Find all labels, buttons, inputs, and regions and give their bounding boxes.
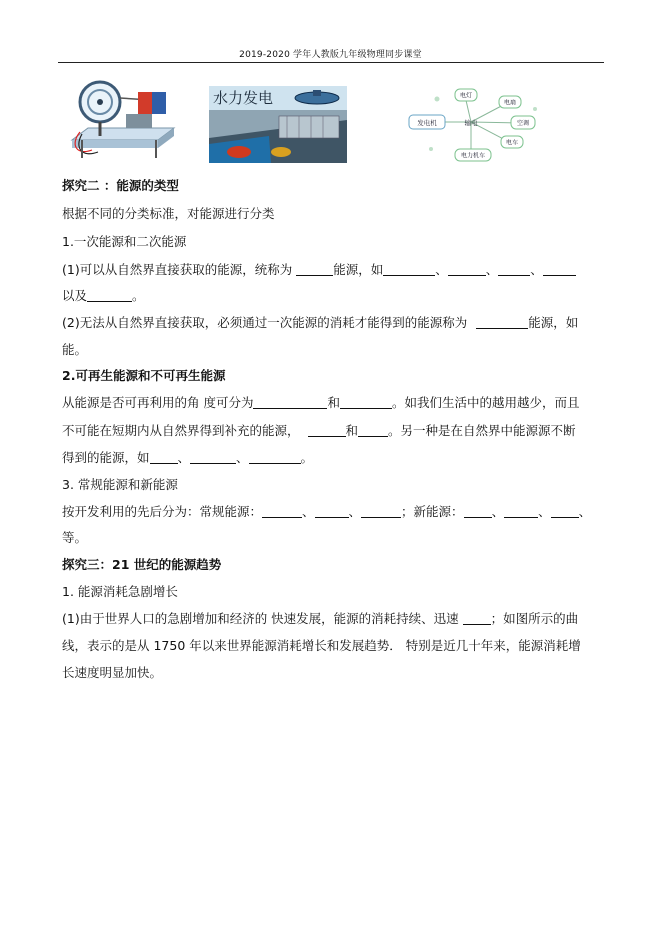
paragraph-renewable-3: 得到的能源，如 、 、 。: [62, 450, 314, 465]
fill-blank[interactable]: [361, 505, 401, 518]
fill-blank[interactable]: [190, 451, 236, 464]
fill-blank[interactable]: [150, 451, 178, 464]
generator-apparatus-image: [66, 78, 178, 160]
fill-blank[interactable]: [476, 316, 528, 329]
fill-blank[interactable]: [463, 612, 491, 625]
hydropower-image: [209, 86, 347, 163]
fill-blank[interactable]: [358, 424, 388, 437]
electricity-mindmap: [407, 85, 547, 163]
paragraph-conventional-new: 按开发利用的先后分为：常规能源： 、 、 ；新能源： 、 、 、: [62, 504, 592, 519]
paragraph-primary-energy-cont: 以及 。: [62, 288, 145, 303]
fill-blank[interactable]: [308, 424, 346, 437]
subheading-primary-secondary: 1.一次能源和二次能源: [62, 234, 187, 249]
fill-blank[interactable]: [315, 505, 349, 518]
fill-blank[interactable]: [253, 396, 327, 409]
fill-blank[interactable]: [296, 263, 333, 276]
paragraph-consumption-2: 线，表示的是从 1750 年以来世界能源消耗增长和发展趋势． 特别是近几十年来，能源消耗增: [62, 638, 581, 653]
paragraph-primary-energy: (1)可以从自然界直接获取的能源，统称为 能源，如 、 、 、: [62, 260, 576, 278]
fill-blank[interactable]: [498, 263, 530, 276]
mindmap-generator-label: 发电机: [417, 119, 437, 127]
mindmap-hub-label: 输电: [464, 119, 478, 127]
paragraph-consumption-1: (1)由于世界人口的急剧增加和经济的 快速发展，能源的消耗持续、迅速 ；如图所示的曲: [62, 611, 579, 626]
subheading-consumption: 1. 能源消耗急剧增长: [62, 584, 178, 599]
section-3-title: 探究三：21 世纪的能源趋势: [62, 557, 222, 572]
fill-blank[interactable]: [464, 505, 492, 518]
page-header: 2019-2020 学年人教版九年级物理同步课堂: [239, 50, 422, 60]
hydropower-title: 水力发电: [213, 90, 274, 107]
paragraph-secondary-energy-cont: 能。: [62, 342, 88, 357]
mindmap-node-0: 电灯: [459, 92, 473, 100]
subheading-conventional-new: 3. 常规能源和新能源: [62, 477, 178, 492]
fill-blank[interactable]: [383, 263, 435, 276]
paragraph-consumption-3: 长速度明显加快。: [62, 665, 163, 680]
fill-blank[interactable]: [551, 505, 579, 518]
fill-blank[interactable]: [262, 505, 302, 518]
section-2-title: 探究二 ：能源的类型: [62, 178, 179, 193]
paragraph-secondary-energy: (2)无法从自然界直接获取，必须通过一次能源的消耗才能得到的能源称为 能源，如: [62, 315, 579, 330]
paragraph-conventional-new-cont: 等。: [62, 530, 88, 545]
fill-blank[interactable]: [249, 451, 301, 464]
mindmap-node-1: 电扇: [503, 99, 517, 107]
fill-blank[interactable]: [504, 505, 538, 518]
header-rule: [58, 62, 604, 63]
mindmap-node-4: 电力机车: [460, 152, 486, 160]
fill-blank[interactable]: [543, 263, 576, 276]
paragraph-renewable-1: 从能源是否可再利用的角 度可分为 和 。如我们生活中的越用越少，而且: [62, 395, 580, 410]
mindmap-node-3: 电车: [505, 139, 519, 147]
section-2-intro: 根据不同的分类标准，对能源进行分类: [62, 206, 275, 221]
paragraph-renewable-2: 不可能在短期内从自然界得到补充的能源， 和 。另一种是在自然界中能源源不断: [62, 423, 576, 438]
fill-blank[interactable]: [340, 396, 392, 409]
fill-blank[interactable]: [87, 289, 132, 302]
subheading-renewable: 2.可再生能源和不可再生能源: [62, 368, 226, 383]
mindmap-node-2: 空调: [516, 120, 530, 127]
fill-blank[interactable]: [448, 263, 486, 276]
